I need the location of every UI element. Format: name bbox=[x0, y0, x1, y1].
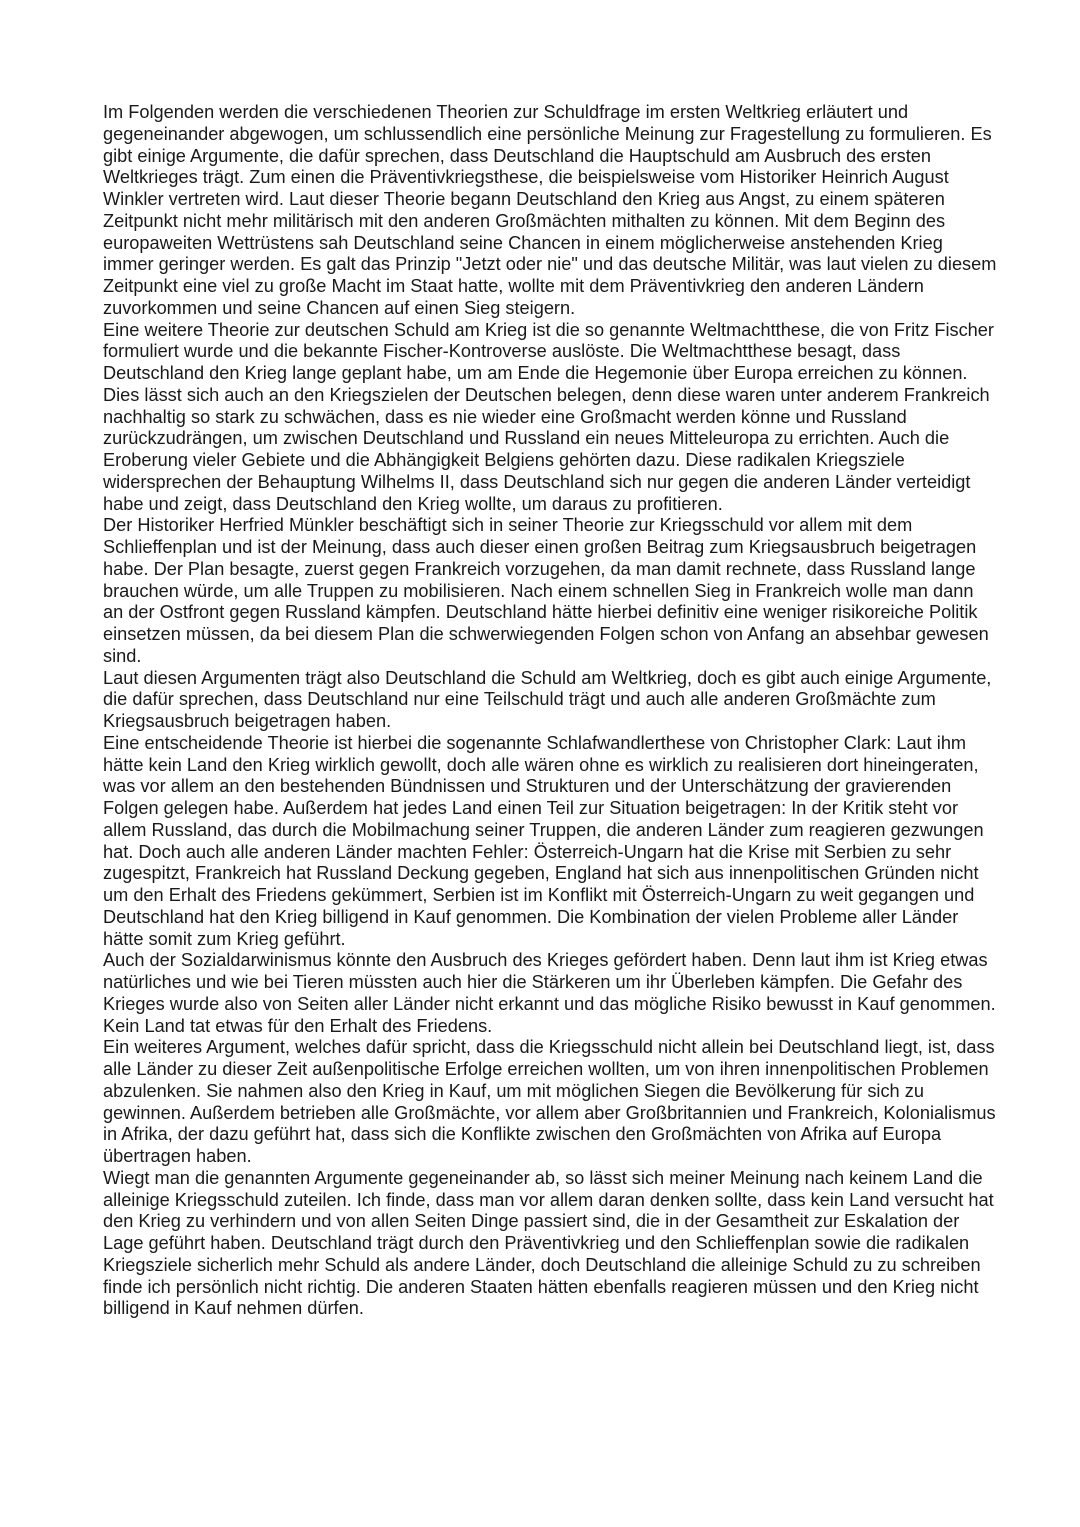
essay-body bbox=[103, 102, 998, 1320]
paragraph-intro-praeventivkrieg: Im Folgenden werden die verschiedenen Theorien zur Schuldfrage im ersten Weltkrieg erläutert und gegeneinander abgewogen, um schlussendlich eine persönliche Meinung zur Fragestellung zu formulieren. Es gibt einige Argumente, die dafür sprechen, dass Deutschland die Hauptschuld am Ausbruch des ersten Weltkrieges trägt. Zum einen die Präventivkriegsthese, die beispielsweise vom Historiker Heinrich August Winkler vertreten wird. Laut dieser Theorie begann Deutschland den Krieg aus Angst, zu einem späteren Zeitpunkt nicht mehr militärisch mit den anderen Großmächten mithalten zu können. Mit dem Beginn des europaweiten Wettrüstens sah Deutschland seine Chancen in einem möglicherweise anstehenden Krieg immer geringer werden. Es galt das Prinzip "Jetzt oder nie" und das deutsche Militär, was laut vielen zu diesem Zeitpunkt eine viel zu große Macht im Staat hatte, wollte mit dem Präventivkrieg den anderen Ländern zuvorkommen und seine Chancen auf einen Sieg steigern. bbox=[103, 102, 997, 318]
paragraph-conclusion: Wiegt man die genannten Argumente gegeneinander ab, so lässt sich meiner Meinung nach keinem Land die alleinige Kriegsschuld zuteilen. Ich finde, dass man vor allem daran denken sollte, dass kein Land versucht hat den Krieg zu verhindern und von allen Seiten Dinge passiert sind, die in der Gesamtheit zur Eskalation der Lage geführt haben. Deutschland trägt durch den Präventivkrieg und den Schlieffenplan sowie die radikalen Kriegsziele sicherlich mehr Schuld als andere Länder, doch Deutschland die alleinige Schuld zu zu schreiben finde ich persönlich nicht richtig. Die anderen Staaten hätten ebenfalls reagieren müssen und den Krieg nicht billigend in Kauf nehmen dürfen. bbox=[103, 1167, 994, 1319]
paragraph-schlafwandlerthese: Eine entscheidende Theorie ist hierbei die sogenannte Schlafwandlerthese von Christopher Clark: Laut ihm hätte kein Land den Krieg wirklich gewollt, doch alle wären ohne es wirklich zu realisieren dort hineingeraten, was vor allem an den bestehenden Bündnissen und Strukturen und der Unterschätzung der gravierenden Folgen gelegen habe. Außerdem hat jedes Land einen Teil zur Situation beigetragen: In der Kritik steht vor allem Russland, das durch die Mobilmachung seiner Truppen, die anderen Länder zum reagieren gezwungen hat. Doch auch alle anderen Länder machten Fehler: Österreich-Ungarn hat die Krise mit Serbien zu sehr zugespitzt, Frankreich hat Russland Deckung gegeben, England hat sich aus innenpolitischen Gründen nicht um den Erhalt des Friedens gekümmert, Serbien ist im Konflikt mit Österreich-Ungarn zu weit gegangen und Deutschland hat den Krieg billigend in Kauf genommen. Die Kombination der vielen Probleme aller Länder hätte somit zum Krieg geführt. bbox=[103, 732, 984, 949]
paragraph-weltmachtthese: Eine weitere Theorie zur deutschen Schuld am Krieg ist die so genannte Weltmachtthese, die von Fritz Fischer formuliert wurde und die bekannte Fischer-Kontroverse auslöste. Die Weltmachtthese besagt, dass Deutschland den Krieg lange geplant habe, um am Ende die Hegemonie über Europa erreichen zu können. Dies lässt sich auch an den Kriegszielen der Deutschen belegen, denn diese waren unter anderem Frankreich nachhaltig so stark zu schwächen, dass es nie wieder eine Großmacht werden könne und Russland zurückzudrängen, um zwischen Deutschland und Russland ein neues Mitteleuropa zu errichten. Auch die Eroberung vieler Gebiete und die Abhängigkeit Belgiens gehörten dazu. Diese radikalen Kriegsziele widersprechen der Behauptung Wilhelms II, dass Deutschland sich nur gegen die anderen Länder verteidigt habe und zeigt, dass Deutschland den Krieg wollte, um daraus zu profitieren. bbox=[103, 319, 994, 514]
paragraph-sozialdarwinismus: Auch der Sozialdarwinismus könnte den Ausbruch des Krieges gefördert haben. Denn laut ihm ist Krieg etwas natürliches und wie bei Tieren müssten auch hier die Stärkeren um ihr Überleben kämpfen. Die Gefahr des Krieges wurde also von Seiten aller Länder nicht erkannt und das mögliche Risiko bewusst in Kauf genommen. Kein Land tat etwas für den Erhalt des Friedens. bbox=[103, 950, 996, 1036]
paragraph-schlieffenplan: Der Historiker Herfried Münkler beschäftigt sich in seiner Theorie zur Kriegsschuld vor allem mit dem Schlieffenplan und ist der Meinung, dass auch dieser einen großen Beitrag zum Kriegsausbruch beigetragen habe. Der Plan besagte, zuerst gegen Frankreich vorzugehen, da man damit rechnete, dass Russland lange brauchen würde, um alle Truppen zu mobilisieren. Nach einem schnellen Sieg in Frankreich wolle man dann an der Ostfront gegen Russland kämpfen. Deutschland hätte hierbei definitiv eine weniger risikoreiche Politik einsetzen müssen, da bei diesem Plan die schwerwiegenden Folgen schon von Anfang an absehbar gewesen sind. bbox=[103, 515, 989, 666]
paragraph-transition: Laut diesen Argumenten trägt also Deutschland die Schuld am Weltkrieg, doch es gibt auch einige Argumente, die dafür sprechen, dass Deutschland nur eine Teilschuld trägt und auch alle anderen Großmächte zum Kriegsausbruch beigetragen haben. bbox=[103, 667, 992, 731]
paragraph-aussenpolitik-kolonialismus: Ein weiteres Argument, welches dafür spricht, dass die Kriegsschuld nicht allein bei Deutschland liegt, ist, dass alle Länder zu dieser Zeit außenpolitische Erfolge erreichen wollten, um von ihren innenpolitischen Problemen abzulenken. Sie nahmen also den Krieg in Kauf, um mit möglichen Siegen die Bevölkerung für sich zu gewinnen. Außerdem betrieben alle Großmächte, vor allem aber Großbritannien und Frankreich, Kolonialismus in Afrika, der dazu geführt hat, dass sich die Konflikte zwischen den Großmächten von Afrika auf Europa übertragen haben. bbox=[103, 1037, 996, 1166]
